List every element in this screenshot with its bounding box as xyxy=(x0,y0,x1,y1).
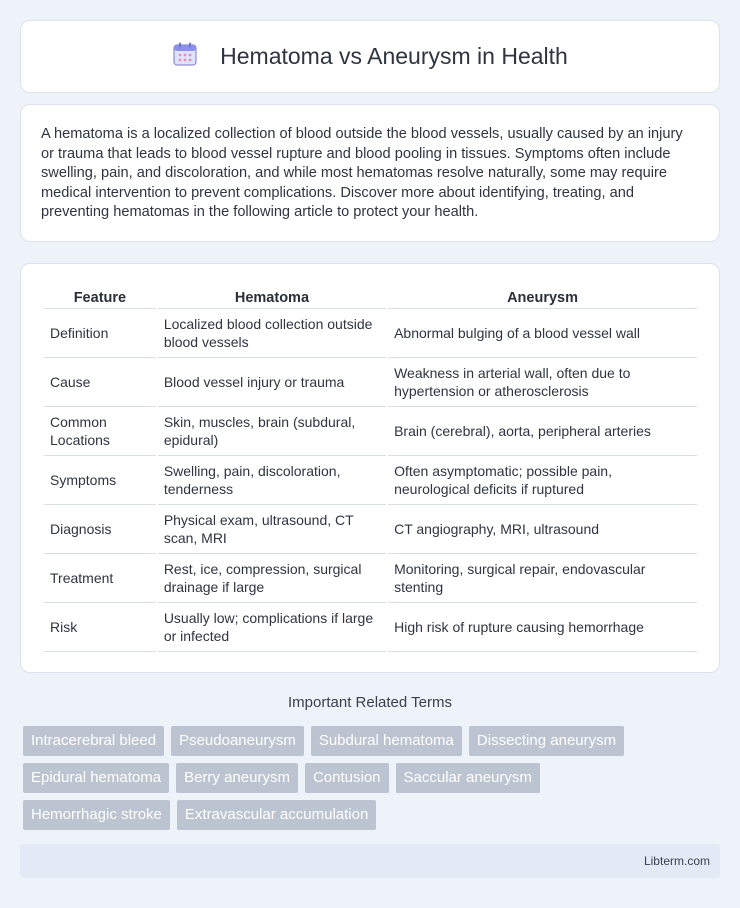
page-title: Hematoma vs Aneurysm in Health xyxy=(220,43,568,69)
aneurysm-cell: Often asymptomatic; possible pain, neurological deficits if ruptured xyxy=(388,456,697,505)
related-term-tag[interactable]: Hemorrhagic stroke xyxy=(23,800,170,830)
footer-brand[interactable]: Libterm.com xyxy=(643,854,710,868)
column-header-aneurysm: Aneurysm xyxy=(388,286,697,309)
intro-text: A hematoma is a localized collection of blood outside the blood vessels, usually caused by an injury or trauma that leads to blood vessel rupture and blood pooling in tissues. Symptoms often include swelling, pain, and discoloration, and while most hematomas resolve naturally, some may require medical intervention to prevent complications. Discover more about identifying, treating, and preventing hematomas in the following article to protect your health. xyxy=(41,126,683,221)
table-row xyxy=(44,407,697,456)
table-row xyxy=(44,603,697,652)
column-header-hematoma: Hematoma xyxy=(158,286,386,309)
feature-cell: Definition xyxy=(44,309,156,358)
column-header-feature: Feature xyxy=(44,286,156,309)
aneurysm-cell: Monitoring, surgical repair, endovascular stenting xyxy=(388,554,697,603)
table-header-row xyxy=(44,286,697,309)
aneurysm-cell: Weakness in arterial wall, often due to hypertension or atherosclerosis xyxy=(388,358,697,407)
related-term-tag[interactable]: Intracerebral bleed xyxy=(23,726,164,756)
feature-cell: Common Locations xyxy=(44,407,156,456)
hematoma-cell: Swelling, pain, discoloration, tenderness xyxy=(158,456,386,505)
related-term-tag[interactable]: Berry aneurysm xyxy=(176,763,298,793)
tag-row xyxy=(23,800,723,830)
related-term-tag[interactable]: Extravascular accumulation xyxy=(177,800,376,830)
related-term-tag[interactable]: Subdural hematoma xyxy=(311,726,462,756)
related-term-tag[interactable]: Contusion xyxy=(305,763,389,793)
related-term-tag[interactable]: Epidural hematoma xyxy=(23,763,169,793)
hematoma-cell: Usually low; complications if large or infected xyxy=(158,603,386,652)
feature-cell: Cause xyxy=(44,358,156,407)
feature-cell: Diagnosis xyxy=(44,505,156,554)
hematoma-cell: Localized blood collection outside blood vessels xyxy=(158,309,386,358)
table-row xyxy=(44,554,697,603)
comparison-card xyxy=(20,263,720,673)
tag-row xyxy=(23,726,723,756)
hematoma-cell: Skin, muscles, brain (subdural, epidural) xyxy=(158,407,386,456)
related-term-tag[interactable]: Saccular aneurysm xyxy=(396,763,540,793)
aneurysm-cell: Brain (cerebral), aorta, peripheral arteries xyxy=(388,407,697,456)
header-card xyxy=(20,20,720,93)
calendar-icon xyxy=(172,41,198,72)
feature-cell: Treatment xyxy=(44,554,156,603)
tag-row xyxy=(23,763,723,793)
comparison-table xyxy=(42,286,699,652)
hematoma-cell: Rest, ice, compression, surgical drainage if large xyxy=(158,554,386,603)
aneurysm-cell: CT angiography, MRI, ultrasound xyxy=(388,505,697,554)
aneurysm-cell: Abnormal bulging of a blood vessel wall xyxy=(388,309,697,358)
footer xyxy=(20,844,720,878)
intro-card xyxy=(20,104,720,242)
table-row xyxy=(44,309,697,358)
related-term-tag[interactable]: Pseudoaneurysm xyxy=(171,726,304,756)
table-row xyxy=(44,358,697,407)
hematoma-cell: Blood vessel injury or trauma xyxy=(158,358,386,407)
related-terms-list xyxy=(23,726,723,837)
related-terms-title: Important Related Terms xyxy=(288,694,452,711)
hematoma-cell: Physical exam, ultrasound, CT scan, MRI xyxy=(158,505,386,554)
related-term-tag[interactable]: Dissecting aneurysm xyxy=(469,726,624,756)
aneurysm-cell: High risk of rupture causing hemorrhage xyxy=(388,603,697,652)
feature-cell: Risk xyxy=(44,603,156,652)
feature-cell: Symptoms xyxy=(44,456,156,505)
table-row xyxy=(44,505,697,554)
table-row xyxy=(44,456,697,505)
